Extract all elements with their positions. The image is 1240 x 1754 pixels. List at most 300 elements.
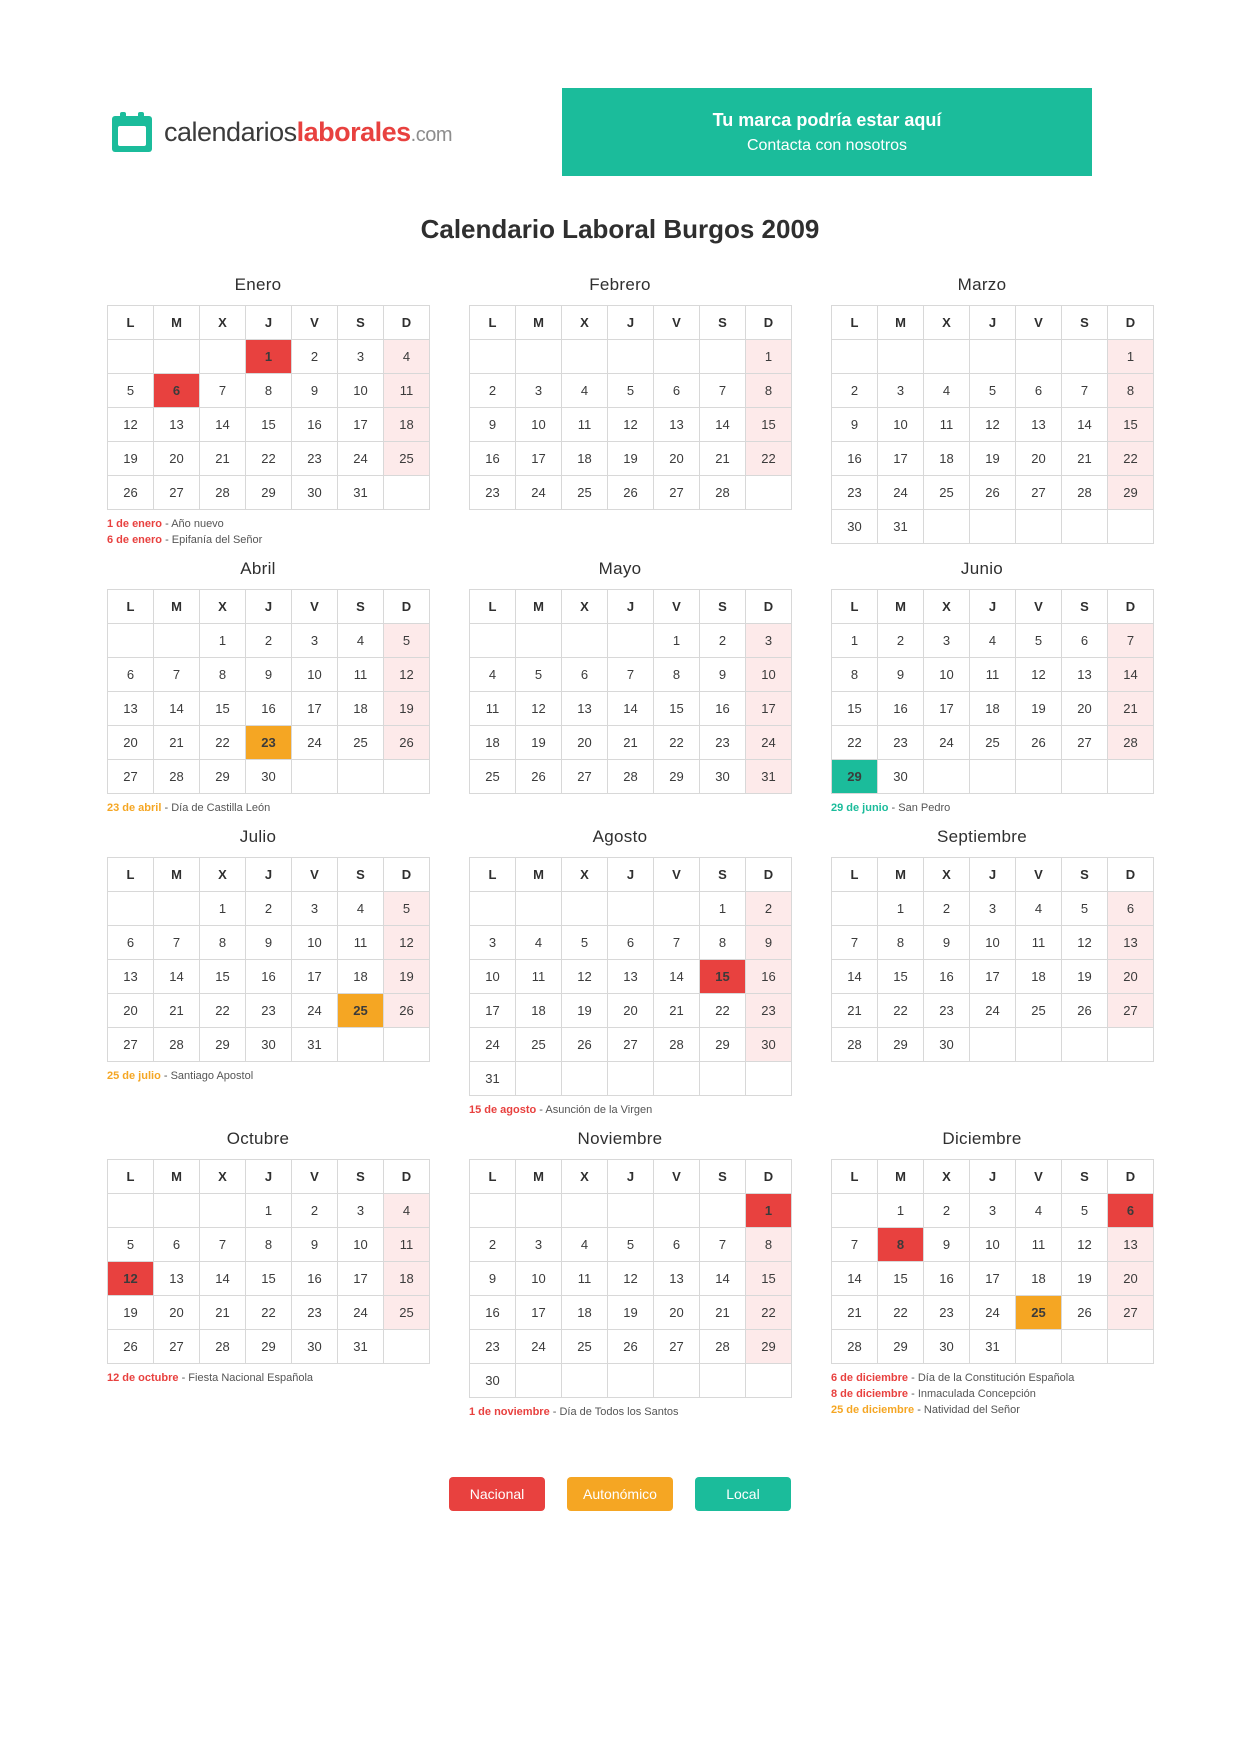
weekday-header: L xyxy=(832,589,878,623)
day-cell-empty xyxy=(562,1061,608,1095)
weekday-header-row xyxy=(832,306,1154,340)
day-cell: 15 xyxy=(878,1261,924,1295)
week-row xyxy=(108,725,430,759)
day-cell: 7 xyxy=(832,925,878,959)
week-row xyxy=(470,374,792,408)
weekday-header: X xyxy=(924,1159,970,1193)
day-cell: 8 xyxy=(878,925,924,959)
week-row xyxy=(108,959,430,993)
day-cell: 25 xyxy=(338,725,384,759)
day-cell: 24 xyxy=(338,442,384,476)
week-row xyxy=(832,476,1154,510)
weekday-header: V xyxy=(1016,857,1062,891)
week-row xyxy=(470,340,792,374)
day-cell: 16 xyxy=(292,1261,338,1295)
day-cell: 21 xyxy=(1062,442,1108,476)
weekday-header: M xyxy=(878,857,924,891)
week-row xyxy=(470,1227,792,1261)
day-cell: 9 xyxy=(246,925,292,959)
day-cell: 1 xyxy=(878,891,924,925)
month-title: Febrero xyxy=(589,275,651,294)
day-cell: 21 xyxy=(608,725,654,759)
weekday-header: V xyxy=(292,857,338,891)
day-cell: 8 xyxy=(200,925,246,959)
day-cell-sunday: 5 xyxy=(384,891,430,925)
day-cell: 7 xyxy=(832,1227,878,1261)
day-cell: 28 xyxy=(608,759,654,793)
day-cell-sunday: 30 xyxy=(746,1027,792,1061)
holiday-note-date: 1 de enero xyxy=(107,518,163,530)
day-cell-holiday: 25 xyxy=(1016,1295,1062,1329)
day-cell: 20 xyxy=(654,442,700,476)
day-cell: 26 xyxy=(1062,1295,1108,1329)
day-cell-holiday: 25 xyxy=(338,993,384,1027)
day-cell: 17 xyxy=(970,1261,1016,1295)
weekday-header: D xyxy=(746,589,792,623)
day-cell: 1 xyxy=(200,623,246,657)
day-cell-sunday: 20 xyxy=(1108,1261,1154,1295)
day-cell: 10 xyxy=(470,959,516,993)
weekday-header: J xyxy=(246,1159,292,1193)
weekday-header: D xyxy=(384,589,430,623)
day-cell: 18 xyxy=(470,725,516,759)
weekday-header: X xyxy=(200,589,246,623)
day-cell: 16 xyxy=(470,1295,516,1329)
holiday-note xyxy=(107,1371,409,1387)
holiday-notes xyxy=(831,801,1133,817)
week-row xyxy=(470,925,792,959)
day-cell: 5 xyxy=(108,374,154,408)
day-cell: 22 xyxy=(700,993,746,1027)
weekday-header: X xyxy=(200,306,246,340)
day-cell: 2 xyxy=(470,1227,516,1261)
week-row xyxy=(832,1261,1154,1295)
calendar-icon xyxy=(110,110,154,154)
week-row xyxy=(108,925,430,959)
weekday-header: J xyxy=(608,1159,654,1193)
day-cell: 9 xyxy=(292,374,338,408)
month-title: Agosto xyxy=(592,826,648,846)
day-cell-empty xyxy=(562,340,608,374)
day-cell-empty xyxy=(924,759,970,793)
day-cell: 26 xyxy=(970,476,1016,510)
day-cell: 3 xyxy=(924,623,970,657)
day-cell-sunday: 6 xyxy=(1108,891,1154,925)
day-cell-empty xyxy=(608,340,654,374)
day-cell: 1 xyxy=(200,891,246,925)
day-cell-empty xyxy=(154,340,200,374)
day-cell: 29 xyxy=(200,759,246,793)
month-block xyxy=(469,826,776,1119)
day-cell: 4 xyxy=(516,925,562,959)
day-cell: 19 xyxy=(562,993,608,1027)
day-cell-sunday: 7 xyxy=(1108,623,1154,657)
month-table xyxy=(831,1159,1154,1364)
month-table xyxy=(469,857,792,1096)
day-cell-empty xyxy=(562,1363,608,1397)
day-cell: 29 xyxy=(246,1329,292,1363)
day-cell: 25 xyxy=(1016,993,1062,1027)
day-cell: 7 xyxy=(154,657,200,691)
month-block xyxy=(831,275,1138,549)
holiday-note-text: - Día de Todos los Santos xyxy=(549,1405,679,1418)
day-cell: 24 xyxy=(470,1027,516,1061)
weekday-header: M xyxy=(516,306,562,340)
day-cell: 30 xyxy=(924,1329,970,1363)
day-cell: 6 xyxy=(654,374,700,408)
day-cell: 30 xyxy=(832,510,878,544)
day-cell: 20 xyxy=(154,1295,200,1329)
weekday-header: M xyxy=(154,589,200,623)
holiday-note xyxy=(107,1069,409,1085)
day-cell: 12 xyxy=(970,408,1016,442)
day-cell: 1 xyxy=(654,623,700,657)
day-cell-sunday: 27 xyxy=(1108,993,1154,1027)
week-row xyxy=(832,1227,1154,1261)
day-cell: 29 xyxy=(654,759,700,793)
month-table xyxy=(831,589,1154,794)
weekday-header: D xyxy=(1108,1159,1154,1193)
day-cell: 7 xyxy=(654,925,700,959)
day-cell: 10 xyxy=(292,657,338,691)
day-cell: 4 xyxy=(562,1227,608,1261)
day-cell-sunday: 11 xyxy=(384,1227,430,1261)
day-cell-empty xyxy=(108,891,154,925)
page-title: Calendario Laboral Burgos 2009 xyxy=(420,214,820,244)
day-cell: 6 xyxy=(654,1227,700,1261)
day-cell-sunday: 22 xyxy=(746,442,792,476)
holiday-note-date: 23 de abril xyxy=(107,801,162,814)
day-cell: 18 xyxy=(970,691,1016,725)
day-cell: 28 xyxy=(700,1329,746,1363)
day-cell-empty xyxy=(1016,340,1062,374)
holiday-note xyxy=(831,1387,1133,1403)
day-cell: 6 xyxy=(154,1227,200,1261)
weekday-header: L xyxy=(108,1159,154,1193)
weekday-header: M xyxy=(154,857,200,891)
weekday-header: X xyxy=(562,1159,608,1193)
month-block xyxy=(107,558,414,817)
day-cell-sunday: 19 xyxy=(384,691,430,725)
day-cell: 3 xyxy=(970,891,1016,925)
weekday-header: V xyxy=(1016,589,1062,623)
legend-item[interactable] xyxy=(695,1477,791,1511)
day-cell-sunday: 23 xyxy=(746,993,792,1027)
week-row xyxy=(470,691,792,725)
day-cell: 22 xyxy=(246,1295,292,1329)
week-row xyxy=(108,340,430,374)
day-cell-empty xyxy=(1108,1329,1154,1363)
day-cell: 10 xyxy=(516,1261,562,1295)
weekday-header: D xyxy=(1108,306,1154,340)
weekday-header: L xyxy=(470,589,516,623)
day-cell: 11 xyxy=(1016,925,1062,959)
day-cell: 2 xyxy=(246,891,292,925)
week-row xyxy=(470,1329,792,1363)
day-cell: 11 xyxy=(1016,1227,1062,1261)
day-cell-empty xyxy=(516,623,562,657)
day-cell: 24 xyxy=(924,725,970,759)
day-cell: 28 xyxy=(1062,476,1108,510)
day-cell: 13 xyxy=(154,408,200,442)
month-title: Marzo xyxy=(957,275,1007,294)
day-cell: 20 xyxy=(154,442,200,476)
day-cell-empty xyxy=(384,1027,430,1061)
day-cell: 1 xyxy=(700,891,746,925)
advert-banner[interactable] xyxy=(562,88,1092,176)
day-cell: 22 xyxy=(200,993,246,1027)
holiday-note xyxy=(831,801,1133,817)
month-block xyxy=(831,826,1138,1119)
week-row xyxy=(832,725,1154,759)
day-cell: 4 xyxy=(1016,1193,1062,1227)
day-cell: 11 xyxy=(338,925,384,959)
day-cell-holiday: 15 xyxy=(700,959,746,993)
weekday-header: V xyxy=(1016,1159,1062,1193)
holiday-note-text: - Día de Castilla León xyxy=(161,801,271,814)
day-cell: 11 xyxy=(338,657,384,691)
day-cell-empty xyxy=(470,1193,516,1227)
day-cell: 19 xyxy=(608,442,654,476)
week-row xyxy=(108,442,430,476)
day-cell: 26 xyxy=(1016,725,1062,759)
week-row xyxy=(832,691,1154,725)
week-row xyxy=(470,623,792,657)
day-cell: 22 xyxy=(246,442,292,476)
week-row xyxy=(832,340,1154,374)
weekday-header: V xyxy=(654,589,700,623)
weekday-header: S xyxy=(700,857,746,891)
day-cell-empty xyxy=(108,1193,154,1227)
week-row xyxy=(108,408,430,442)
holiday-note-date: 15 de agosto xyxy=(469,1103,537,1116)
day-cell: 1 xyxy=(246,1193,292,1227)
holiday-note-date: 12 de octubre xyxy=(107,1371,179,1384)
day-cell-empty xyxy=(1016,1027,1062,1061)
banner-headline: Tu marca podría estar aquí xyxy=(712,109,942,130)
month-table xyxy=(107,589,430,794)
weekday-header: M xyxy=(878,589,924,623)
day-cell: 26 xyxy=(608,1329,654,1363)
week-row xyxy=(108,993,430,1027)
day-cell-empty xyxy=(384,1329,430,1363)
day-cell: 8 xyxy=(246,374,292,408)
day-cell-empty xyxy=(832,891,878,925)
day-cell: 19 xyxy=(108,442,154,476)
holiday-notes xyxy=(107,801,409,817)
day-cell: 17 xyxy=(878,442,924,476)
day-cell: 21 xyxy=(832,1295,878,1329)
day-cell: 16 xyxy=(878,691,924,725)
day-cell: 31 xyxy=(292,1027,338,1061)
site-logo[interactable] xyxy=(110,88,510,154)
week-row xyxy=(108,759,430,793)
week-row xyxy=(832,1193,1154,1227)
day-cell-empty xyxy=(384,476,430,510)
day-cell-empty xyxy=(970,510,1016,544)
day-cell: 23 xyxy=(470,1329,516,1363)
day-cell-empty xyxy=(608,1061,654,1095)
month-title: Septiembre xyxy=(937,826,1027,846)
day-cell: 12 xyxy=(562,959,608,993)
weekday-header: L xyxy=(832,857,878,891)
day-cell: 4 xyxy=(338,891,384,925)
day-cell-empty xyxy=(562,1193,608,1227)
holiday-note xyxy=(469,1405,771,1421)
day-cell: 17 xyxy=(924,691,970,725)
day-cell-sunday: 15 xyxy=(746,1261,792,1295)
day-cell-empty xyxy=(608,891,654,925)
day-cell: 13 xyxy=(108,691,154,725)
day-cell: 17 xyxy=(338,408,384,442)
day-cell-empty xyxy=(470,623,516,657)
holiday-notes xyxy=(469,1405,771,1421)
week-row xyxy=(108,891,430,925)
day-cell: 12 xyxy=(516,691,562,725)
day-cell: 27 xyxy=(1062,725,1108,759)
weekday-header: S xyxy=(338,1159,384,1193)
day-cell: 28 xyxy=(200,476,246,510)
day-cell: 5 xyxy=(1062,1193,1108,1227)
day-cell-sunday: 9 xyxy=(746,925,792,959)
day-cell: 4 xyxy=(970,623,1016,657)
day-cell: 2 xyxy=(292,340,338,374)
day-cell-empty xyxy=(516,891,562,925)
day-cell-sunday: 28 xyxy=(1108,725,1154,759)
day-cell-empty xyxy=(700,1061,746,1095)
day-cell: 30 xyxy=(292,1329,338,1363)
week-row xyxy=(470,476,792,510)
day-cell: 25 xyxy=(470,759,516,793)
month-table xyxy=(831,857,1154,1062)
month-table xyxy=(107,305,430,510)
weekday-header: M xyxy=(878,1159,924,1193)
week-row xyxy=(108,1261,430,1295)
month-table xyxy=(107,857,430,1062)
week-row xyxy=(470,891,792,925)
day-cell: 29 xyxy=(700,1027,746,1061)
week-row xyxy=(470,1193,792,1227)
day-cell-empty xyxy=(700,340,746,374)
day-cell: 24 xyxy=(516,1329,562,1363)
month-title: Noviembre xyxy=(577,1128,663,1148)
weekday-header-row xyxy=(470,857,792,891)
day-cell: 23 xyxy=(924,993,970,1027)
day-cell: 4 xyxy=(562,374,608,408)
weekday-header: J xyxy=(970,1159,1016,1193)
day-cell: 19 xyxy=(1062,959,1108,993)
holiday-note-text: - Asunción de la Virgen xyxy=(536,1103,653,1116)
day-cell-empty xyxy=(1108,1027,1154,1061)
day-cell-sunday: 13 xyxy=(1108,925,1154,959)
day-cell-sunday: 26 xyxy=(384,725,430,759)
day-cell: 14 xyxy=(700,1261,746,1295)
logo-part-laborales: laborales xyxy=(296,116,411,147)
day-cell-empty xyxy=(516,1363,562,1397)
weekday-header: M xyxy=(516,1159,562,1193)
day-cell-sunday: 25 xyxy=(384,442,430,476)
weekday-header-row xyxy=(108,1159,430,1193)
day-cell: 27 xyxy=(562,759,608,793)
day-cell: 3 xyxy=(970,1193,1016,1227)
weekday-header: V xyxy=(654,1159,700,1193)
day-cell-empty xyxy=(700,1193,746,1227)
legend-item[interactable] xyxy=(567,1477,673,1511)
day-cell: 15 xyxy=(654,691,700,725)
day-cell: 25 xyxy=(516,1027,562,1061)
month-block xyxy=(469,275,776,549)
day-cell: 28 xyxy=(832,1027,878,1061)
day-cell: 11 xyxy=(924,408,970,442)
legend-item[interactable] xyxy=(449,1477,545,1511)
day-cell: 7 xyxy=(700,374,746,408)
day-cell: 14 xyxy=(200,1261,246,1295)
day-cell: 18 xyxy=(338,691,384,725)
day-cell-empty xyxy=(154,623,200,657)
day-cell: 19 xyxy=(516,725,562,759)
weekday-header: L xyxy=(470,857,516,891)
banner-subline: Contacta con nosotros xyxy=(746,136,908,154)
day-cell-sunday: 15 xyxy=(1108,408,1154,442)
day-cell-empty xyxy=(470,340,516,374)
weekday-header-row xyxy=(832,589,1154,623)
day-cell-sunday: 31 xyxy=(746,759,792,793)
day-cell: 18 xyxy=(562,442,608,476)
holiday-note-text: - Día de la Constitución Española xyxy=(908,1371,1075,1384)
holiday-note xyxy=(831,1371,1133,1387)
day-cell: 1 xyxy=(832,623,878,657)
day-cell-empty xyxy=(1062,759,1108,793)
day-cell: 30 xyxy=(246,759,292,793)
weekday-header: L xyxy=(470,306,516,340)
week-row xyxy=(832,623,1154,657)
day-cell: 25 xyxy=(562,476,608,510)
day-cell-empty xyxy=(562,891,608,925)
day-cell-empty xyxy=(746,1061,792,1095)
weekday-header-row xyxy=(470,589,792,623)
day-cell: 20 xyxy=(562,725,608,759)
day-cell-empty xyxy=(562,623,608,657)
day-cell: 17 xyxy=(970,959,1016,993)
day-cell-empty xyxy=(292,759,338,793)
day-cell: 14 xyxy=(154,691,200,725)
month-block xyxy=(831,558,1138,817)
weekday-header: V xyxy=(654,857,700,891)
day-cell: 19 xyxy=(970,442,1016,476)
holiday-note-text: - San Pedro xyxy=(888,801,951,814)
weekday-header: V xyxy=(1016,306,1062,340)
day-cell: 9 xyxy=(700,657,746,691)
holiday-note-date: 6 de diciembre xyxy=(831,1371,909,1384)
day-cell: 13 xyxy=(108,959,154,993)
weekday-header: S xyxy=(1062,857,1108,891)
week-row xyxy=(470,1027,792,1061)
day-cell: 28 xyxy=(200,1329,246,1363)
day-cell: 21 xyxy=(154,993,200,1027)
day-cell-empty xyxy=(1016,510,1062,544)
weekday-header: S xyxy=(1062,1159,1108,1193)
weekday-header-row xyxy=(470,306,792,340)
day-cell-sunday: 18 xyxy=(384,408,430,442)
day-cell: 8 xyxy=(700,925,746,959)
month-table xyxy=(469,589,792,794)
weekday-header: D xyxy=(384,1159,430,1193)
day-cell: 22 xyxy=(878,993,924,1027)
day-cell: 24 xyxy=(338,1295,384,1329)
day-cell: 3 xyxy=(338,1193,384,1227)
weekday-header-row xyxy=(832,1159,1154,1193)
month-block xyxy=(107,275,414,549)
